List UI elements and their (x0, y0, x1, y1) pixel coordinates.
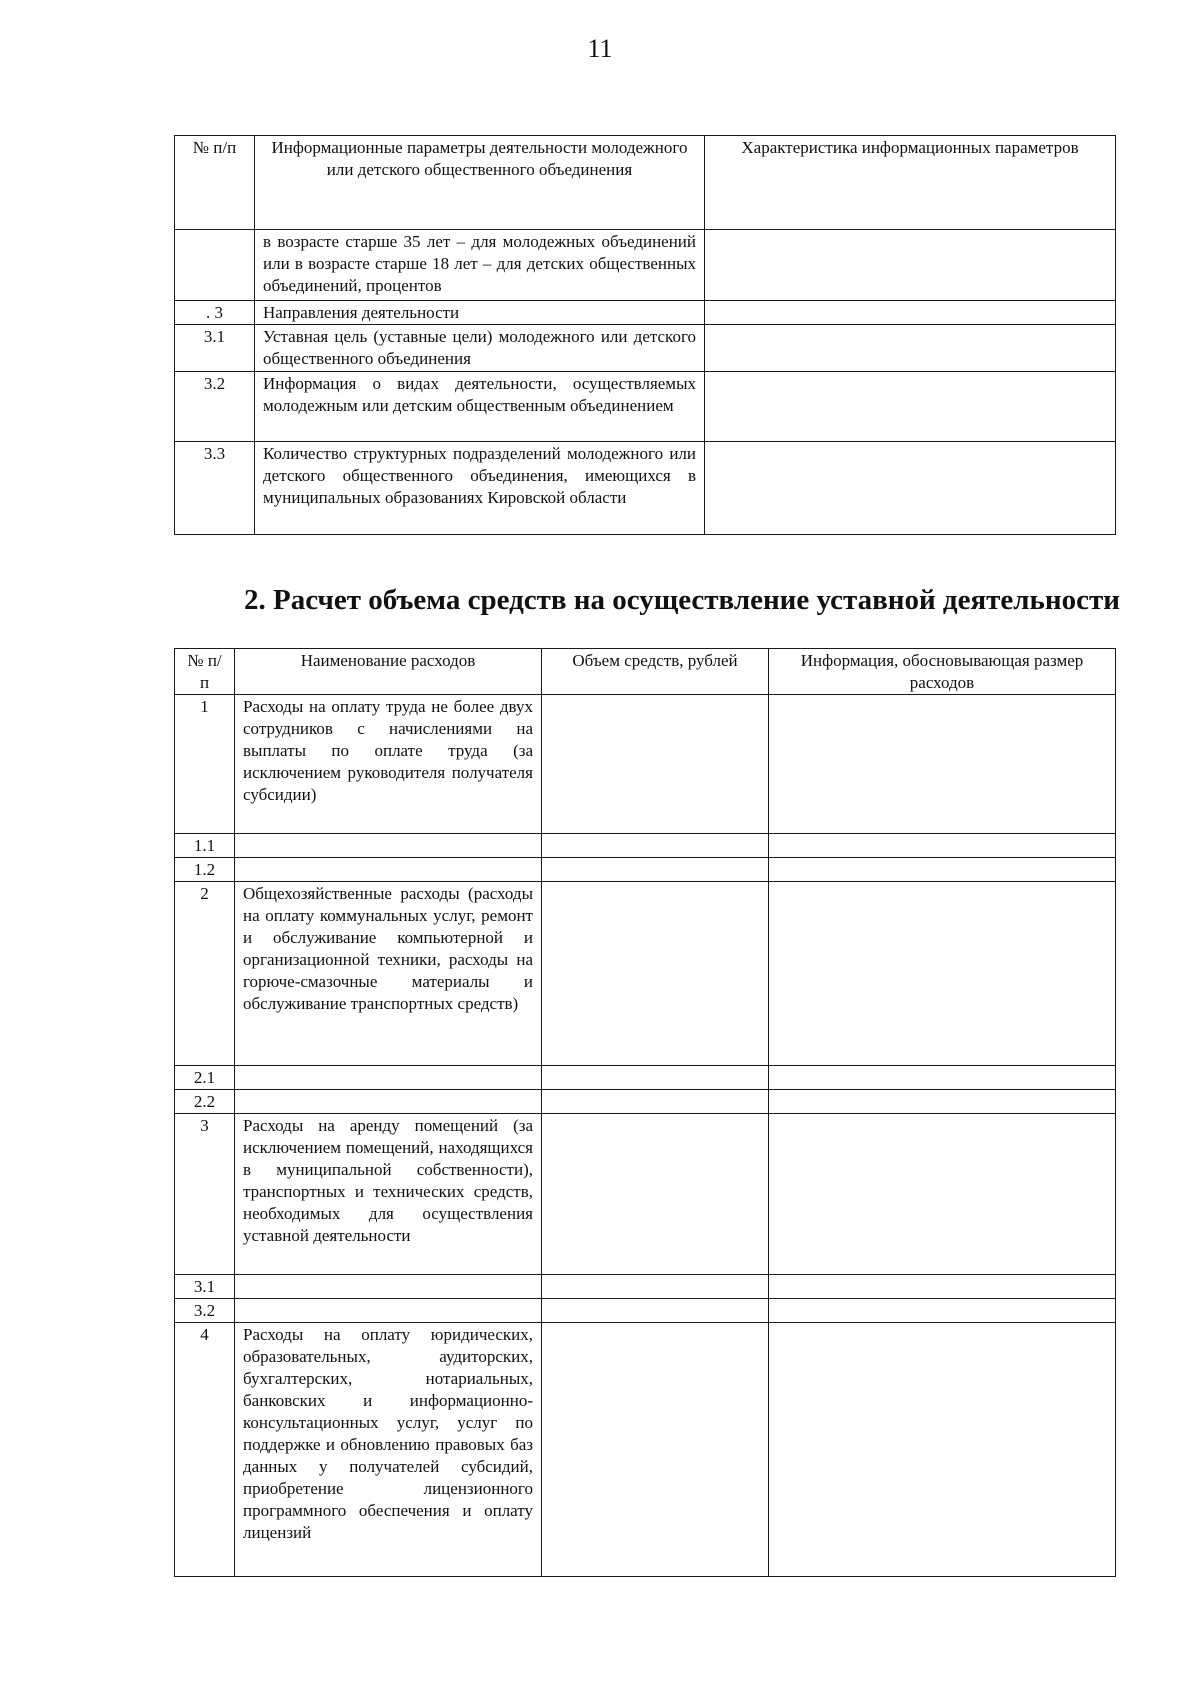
row-param: Направления деятельности (255, 301, 705, 325)
row-num: 3.1 (175, 1275, 235, 1299)
expenses-table (174, 648, 1116, 1577)
page-number: 11 (587, 34, 613, 63)
row-num: 3.2 (175, 372, 255, 442)
table-row (175, 858, 1116, 882)
row-amount (542, 858, 769, 882)
row-value (705, 325, 1116, 372)
row-num: 4 (175, 1323, 235, 1577)
row-amount (542, 1323, 769, 1577)
table-header-row (175, 136, 1116, 230)
row-num: 3.1 (175, 325, 255, 372)
table-row (175, 325, 1116, 372)
row-num: 1.2 (175, 858, 235, 882)
table-row (175, 442, 1116, 535)
row-expense-name (235, 1090, 542, 1114)
info-parameters-table (174, 135, 1116, 535)
row-justification (769, 1066, 1116, 1090)
table-row (175, 301, 1116, 325)
row-justification (769, 882, 1116, 1066)
row-num (175, 230, 255, 301)
row-amount (542, 834, 769, 858)
row-amount (542, 1090, 769, 1114)
row-amount (542, 1066, 769, 1090)
row-justification (769, 1090, 1116, 1114)
row-amount (542, 1275, 769, 1299)
row-expense-name (235, 1066, 542, 1090)
row-param: Уставная цель (уставные цели) молодежного или детского общественного объединения (255, 325, 705, 372)
row-justification (769, 1323, 1116, 1577)
row-amount (542, 695, 769, 834)
row-num: 3.3 (175, 442, 255, 535)
row-num: 3.2 (175, 1299, 235, 1323)
row-justification (769, 1275, 1116, 1299)
table-row (175, 834, 1116, 858)
table-row (175, 1066, 1116, 1090)
row-amount (542, 882, 769, 1066)
row-amount (542, 1299, 769, 1323)
row-value (705, 372, 1116, 442)
row-value (705, 230, 1116, 301)
row-expense-name (235, 858, 542, 882)
row-num: 2.2 (175, 1090, 235, 1114)
table-row (175, 882, 1116, 1066)
table-row (175, 1114, 1116, 1275)
row-justification (769, 695, 1116, 834)
row-expense-name (235, 1275, 542, 1299)
row-param: Информация о видах деятельности, осуществляемых молодежным или детским общественным объединением (255, 372, 705, 442)
row-expense-name (235, 1299, 542, 1323)
row-expense-name: Расходы на аренду помещений (за исключением помещений, находящихся в муниципальной собственности), транспортных и технических средств, необходимых для осуществления уставной деятельности (235, 1114, 542, 1275)
row-num: 1 (175, 695, 235, 834)
header-justification: Информация, обосновывающая размер расходов (769, 649, 1116, 695)
table-row (175, 1275, 1116, 1299)
header-expense-name: Наименование расходов (235, 649, 542, 695)
row-justification (769, 858, 1116, 882)
row-justification (769, 834, 1116, 858)
row-param: в возрасте старше 35 лет – для молодежных объединений или в возрасте старше 18 лет – для детских общественных объединений, процентов (255, 230, 705, 301)
row-num: 3 (175, 1114, 235, 1275)
table-row (175, 1090, 1116, 1114)
table-row (175, 695, 1116, 834)
table-row (175, 1299, 1116, 1323)
row-value (705, 442, 1116, 535)
row-num: 1.1 (175, 834, 235, 858)
header-num: № п/п (175, 649, 235, 695)
row-expense-name: Расходы на оплату труда не более двух сотрудников с начислениями на выплаты по оплате труда (за исключением руководителя получателя субсидии) (235, 695, 542, 834)
row-value (705, 301, 1116, 325)
table-row (175, 372, 1116, 442)
table-row (175, 1323, 1116, 1577)
row-num: 2 (175, 882, 235, 1066)
section-title: 2. Расчет объема средств на осуществление уставной деятельности (244, 584, 1120, 616)
row-expense-name (235, 834, 542, 858)
row-expense-name: Расходы на оплату юридических, образовательных, аудиторских, бухгалтерских, нотариальных, банковских и информационно-консультационных услуг, услуг по поддержке и обновлению правовых баз данных у получателей субсидий, приобретение лицензионного программного обеспечения и оплату лицензий (235, 1323, 542, 1577)
row-justification (769, 1114, 1116, 1275)
table-header-row (175, 649, 1116, 695)
header-params: Информационные параметры деятельности молодежного или детского общественного объединения (255, 136, 705, 230)
row-expense-name: Общехозяйственные расходы (расходы на оплату коммунальных услуг, ремонт и обслуживание компьютерной и организационной техники, расходы на горюче-смазочные материалы и обслуживание транспортных средств) (235, 882, 542, 1066)
row-num: 2.1 (175, 1066, 235, 1090)
row-param: Количество структурных подразделений молодежного или детского общественного объединения, имеющихся в муниципальных образованиях Кировской области (255, 442, 705, 535)
row-justification (769, 1299, 1116, 1323)
row-num: . 3 (175, 301, 255, 325)
header-characteristic: Характеристика информационных параметров (705, 136, 1116, 230)
table-row (175, 230, 1116, 301)
row-amount (542, 1114, 769, 1275)
header-num: № п/п (175, 136, 255, 230)
header-amount: Объем средств, рублей (542, 649, 769, 695)
